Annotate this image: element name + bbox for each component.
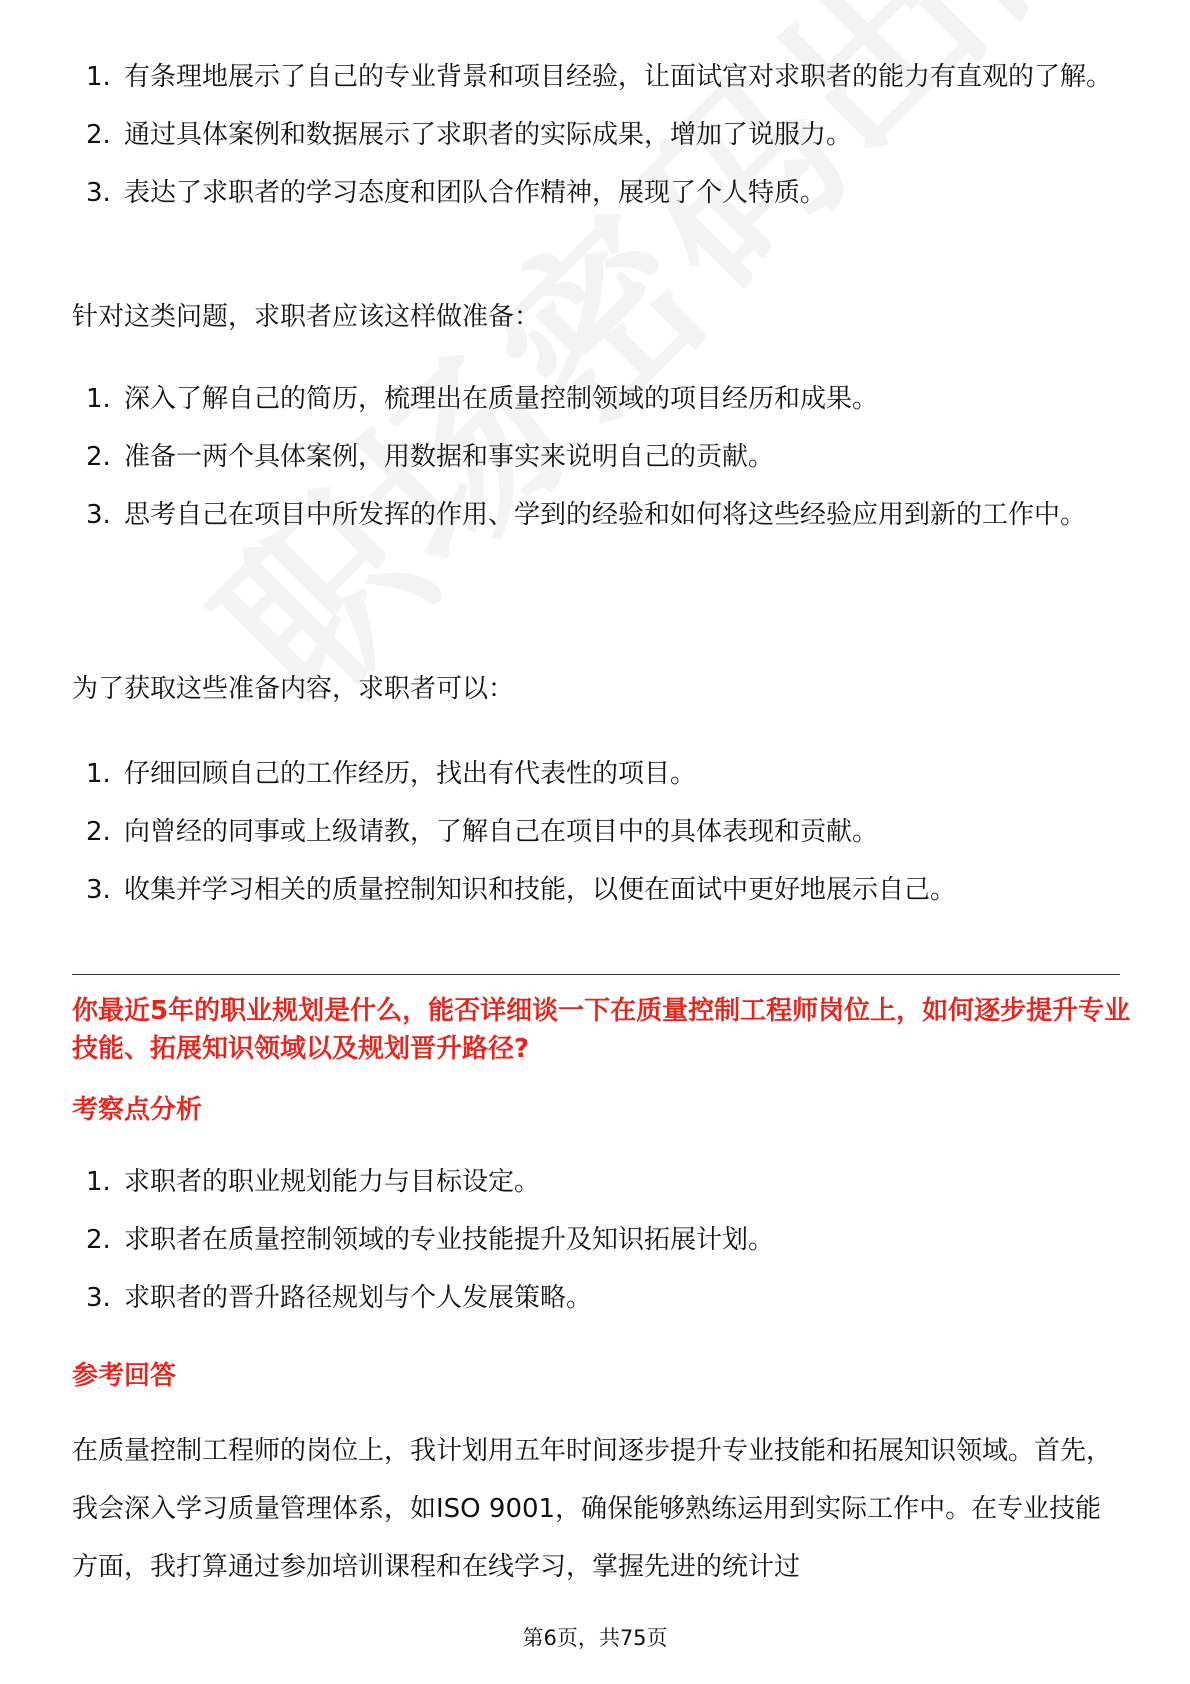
answer-text: 在质量控制工程师的岗位上，我计划用五年时间逐步提升专业技能和拓展知识领域。首先，我会深入学习质量管理体系，如ISO 9001，确保能够熟练运用到实际工作中。在专业技能方面，我打算通过参加培训课程和在线学习，掌握先进的统计过 <box>72 1436 1113 1582</box>
prep-intro: 针对这类问题，求职者应该这样做准备： <box>72 302 541 332</box>
list-item <box>72 1153 1132 1211</box>
list-number: 1. <box>86 62 111 92</box>
list-number: 1. <box>86 1167 111 1197</box>
list-number: 3. <box>86 178 111 208</box>
list-item <box>72 106 1132 164</box>
question-heading: 你最近5年的职业规划是什么，能否详细谈一下在质量控制工程师岗位上，如何逐步提升专业技能、拓展知识领域以及规划晋升路径? <box>72 996 1131 1064</box>
list-item <box>72 428 1132 486</box>
list-text: 向曾经的同事或上级请教，了解自己在项目中的具体表现和贡献。 <box>124 817 879 847</box>
list-item <box>72 745 1132 803</box>
list-item <box>72 861 1132 919</box>
gather-list <box>72 745 1132 919</box>
list-number: 3. <box>86 500 111 530</box>
answer-heading: 参考回答 <box>72 1361 177 1391</box>
list-number: 2. <box>86 120 111 150</box>
list-number: 2. <box>86 1225 111 1255</box>
prep-list <box>72 370 1132 544</box>
list-number: 1. <box>86 384 111 414</box>
list-text: 仔细回顾自己的工作经历，找出有代表性的项目。 <box>124 759 697 789</box>
page-footer: 第6页，共75页 <box>522 1626 668 1650</box>
gather-intro: 为了获取这些准备内容，求职者可以： <box>72 674 515 704</box>
list-text: 收集并学习相关的质量控制知识和技能，以便在面试中更好地展示自己。 <box>124 875 957 905</box>
list-text: 准备一两个具体案例，用数据和事实来说明自己的贡献。 <box>124 442 775 472</box>
list-item <box>72 1211 1132 1269</box>
list-number: 2. <box>86 442 111 472</box>
list-text: 表达了求职者的学习态度和团队合作精神，展现了个人特质。 <box>124 178 827 208</box>
list-text: 通过具体案例和数据展示了求职者的实际成果，增加了说服力。 <box>124 120 853 150</box>
list-text: 求职者的晋升路径规划与个人发展策略。 <box>124 1283 593 1313</box>
list-number: 2. <box>86 817 111 847</box>
list-text: 有条理地展示了自己的专业背景和项目经验，让面试官对求职者的能力有直观的了解。 <box>124 62 1113 92</box>
list-item <box>72 370 1132 428</box>
analysis-heading: 考察点分析 <box>72 1095 203 1125</box>
list-number: 3. <box>86 875 111 905</box>
analysis-list <box>72 1153 1132 1327</box>
strengths-list <box>72 48 1132 222</box>
list-item <box>72 1269 1132 1327</box>
list-item <box>72 486 1132 544</box>
list-text: 思考自己在项目中所发挥的作用、学到的经验和如何将这些经验应用到新的工作中。 <box>124 500 1087 530</box>
list-item <box>72 164 1132 222</box>
list-number: 3. <box>86 1283 111 1313</box>
list-text: 求职者的职业规划能力与目标设定。 <box>124 1167 541 1197</box>
list-item <box>72 48 1132 106</box>
list-item <box>72 803 1132 861</box>
list-text: 深入了解自己的简历，梳理出在质量控制领域的项目经历和成果。 <box>124 384 879 414</box>
list-number: 1. <box>86 759 111 789</box>
section-divider <box>72 974 1120 975</box>
list-text: 求职者在质量控制领域的专业技能提升及知识拓展计划。 <box>124 1225 775 1255</box>
